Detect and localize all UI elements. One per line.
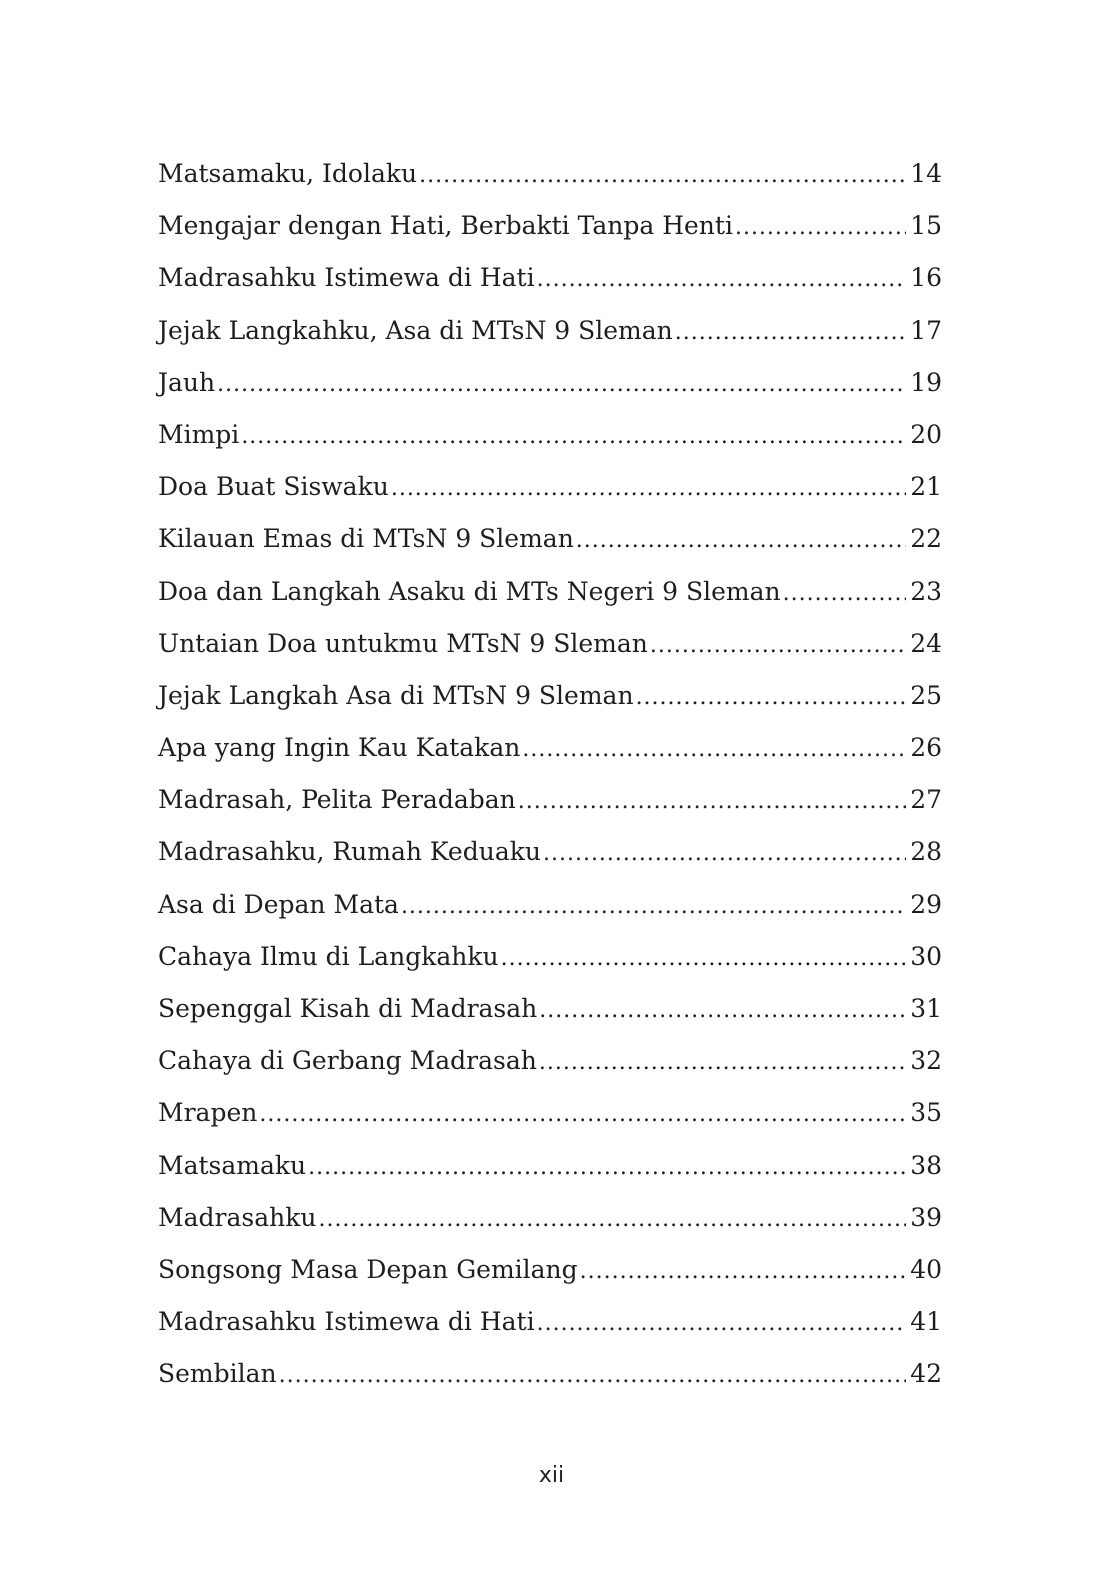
toc-entry-page: 21 (910, 472, 942, 502)
toc-entry-page: 15 (910, 211, 942, 241)
toc-entry-title: Doa dan Langkah Asaku di MTs Negeri 9 Sleman (158, 576, 781, 606)
toc-entry (158, 1035, 942, 1087)
toc-entry (158, 1244, 942, 1296)
toc-entry-title: Cahaya di Gerbang Madrasah (158, 1046, 537, 1076)
toc-entry-title: Asa di Depan Mata (158, 889, 399, 919)
toc-entry (158, 826, 942, 878)
toc-leader-dots (537, 1298, 907, 1350)
toc-entry (158, 879, 942, 931)
toc-entry (158, 774, 942, 826)
toc-leader-dots (539, 985, 906, 1037)
toc-entry-page: 31 (910, 994, 942, 1023)
toc-entry-page: 27 (910, 785, 942, 815)
toc-leader-dots (543, 828, 906, 880)
toc-entry-page: 17 (910, 315, 942, 345)
toc-entry (158, 305, 942, 357)
toc-entry (158, 252, 942, 304)
toc-leader-dots (279, 1350, 907, 1402)
toc-entry-title: Matsamaku (158, 1150, 307, 1180)
toc-entry-page: 40 (910, 1254, 942, 1284)
toc-entry-page: 39 (910, 1202, 942, 1232)
toc-leader-dots (675, 307, 906, 359)
toc-entry-page: 32 (910, 1046, 942, 1076)
toc-entry-page: 22 (910, 524, 942, 554)
toc-entry-page: 35 (910, 1098, 942, 1128)
toc-entry (158, 1087, 942, 1139)
toc-leader-dots (537, 254, 907, 306)
toc-entry-page: 28 (910, 837, 942, 867)
toc-entry-title: Madrasahku, Rumah Keduaku (158, 837, 541, 867)
toc-leader-dots (419, 150, 906, 202)
toc-entry-page: 42 (910, 1359, 942, 1389)
toc-entry-title: Songsong Masa Depan Gemilang (158, 1254, 578, 1284)
toc-leader-dots (576, 515, 906, 567)
toc-entry-title: Mrapen (158, 1098, 258, 1128)
toc-entry (158, 618, 942, 670)
toc-entry-page: 14 (910, 159, 942, 188)
toc-entry-title: Untaian Doa untukmu MTsN 9 Sleman (158, 628, 648, 658)
toc-leader-dots (259, 1089, 906, 1141)
toc-entry-page: 25 (910, 680, 942, 710)
toc-entry-page: 24 (910, 628, 942, 658)
toc-entry-title: Madrasahku Istimewa di Hati (158, 263, 535, 293)
toc-entry (158, 670, 942, 722)
toc-leader-dots (241, 411, 906, 463)
toc-entry-page: 20 (910, 419, 942, 449)
toc-entry (158, 1348, 942, 1400)
toc-leader-dots (518, 776, 906, 828)
toc-leader-dots (735, 202, 906, 254)
toc-entry (158, 931, 942, 983)
toc-entry-title: Madrasah, Pelita Peradaban (158, 785, 516, 815)
toc-entry-title: Madrasahku Istimewa di Hati (158, 1307, 535, 1337)
toc-leader-dots (522, 724, 906, 776)
toc-entry (158, 461, 942, 513)
toc-entry (158, 148, 942, 200)
toc-entry-page: 19 (910, 367, 942, 397)
toc-leader-dots (580, 1246, 907, 1298)
toc-entry-title: Sembilan (158, 1359, 277, 1389)
toc-entry-page: 26 (910, 733, 942, 763)
toc-leader-dots (539, 1037, 906, 1089)
toc-entry (158, 1296, 942, 1348)
toc-leader-dots (318, 1194, 906, 1246)
toc-entry (158, 200, 942, 252)
toc-entry (158, 513, 942, 565)
toc-leader-dots (650, 620, 906, 672)
toc-entry-page: 41 (910, 1307, 942, 1337)
toc-entry-page: 23 (910, 576, 942, 606)
toc-entry-title: Sepenggal Kisah di Madrasah (158, 994, 538, 1023)
toc-entry-page: 30 (910, 941, 942, 971)
toc-entry-title: Matsamaku, Idolaku (158, 159, 418, 188)
toc-entry (158, 566, 942, 618)
toc-leader-dots (636, 672, 907, 724)
toc-entry-title: Mimpi (158, 419, 240, 449)
toc-entry-page: 16 (910, 263, 942, 293)
toc-entry (158, 1192, 942, 1244)
toc-leader-dots (391, 463, 906, 515)
table-of-contents (158, 148, 942, 1401)
toc-entry-title: Apa yang Ingin Kau Katakan (158, 733, 521, 763)
toc-leader-dots (401, 881, 906, 933)
toc-entry-page: 29 (910, 889, 942, 919)
toc-leader-dots (783, 568, 907, 620)
toc-entry (158, 1140, 942, 1192)
toc-entry-title: Jauh (158, 367, 216, 397)
toc-entry-title: Cahaya Ilmu di Langkahku (158, 941, 499, 971)
toc-leader-dots (217, 359, 906, 411)
toc-entry-title: Jejak Langkahku, Asa di MTsN 9 Sleman (158, 315, 673, 345)
toc-entry (158, 409, 942, 461)
toc-entry-title: Jejak Langkah Asa di MTsN 9 Sleman (158, 680, 634, 710)
page-number: xii (538, 1463, 565, 1488)
toc-entry (158, 722, 942, 774)
toc-leader-dots (308, 1142, 906, 1194)
toc-entry (158, 983, 942, 1035)
toc-entry-page: 38 (910, 1150, 942, 1180)
toc-entry-title: Mengajar dengan Hati, Berbakti Tanpa Henti (158, 211, 733, 241)
toc-entry-title: Doa Buat Siswaku (158, 472, 389, 502)
toc-leader-dots (501, 933, 907, 985)
toc-entry-title: Kilauan Emas di MTsN 9 Sleman (158, 524, 574, 554)
toc-entry-title: Madrasahku (158, 1202, 317, 1232)
toc-entry (158, 357, 942, 409)
